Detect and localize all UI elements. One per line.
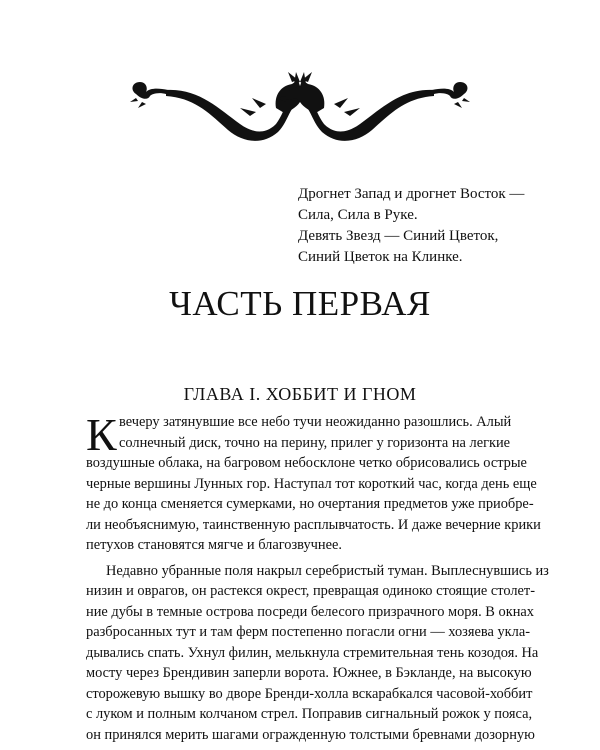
text-line: сторожевую вышку во дворе Бренди-холла вскарабкался часовой-хоббит [86,685,533,702]
text-line: Недавно убранные поля накрыл серебристый туман. Выплеснувшись из [106,562,549,579]
text-line: воздушные облака, на багровом небосклоне четко обрисовались острые [86,455,527,471]
dragon-ornament-icon [128,68,472,148]
epigraph-line: Девять Звезд — Синий Цветок, [298,228,499,244]
text-line: ли необъяснимую, таинственную расплывчатость. И даже вечерние крики [86,516,541,533]
part-title: ЧАСТЬ ПЕРВАЯ [169,284,431,323]
paragraph-2 [86,561,549,746]
text-line: он принялся мерить шагами огражденную толстыми бревнами дозорную [86,726,535,743]
text-line: вечеру затянувшие все небо тучи неожиданно разошлись. Алый [119,414,512,430]
text-line: петухов становятся мягче и благозвучнее. [86,537,342,553]
paragraph-1 [86,409,541,556]
text-line: ние дубы в темные острова посреди белесого призрачного моря. В окнах [86,603,534,620]
text-line: разбросанных тут и там ферм постепенно погасли огни — хозяева укла- [86,624,530,640]
text-line: черные вершины Лунных гор. Наступал тот короткий час, когда день еще [86,475,537,492]
drop-cap: К [86,409,117,460]
epigraph-line: Сила, Сила в Руке. [298,207,418,223]
text-line: с луком и полным колчаном стрел. Поправив сигнальный рожок у пояса, [86,706,533,722]
epigraph-line: Дрогнет Запад и дрогнет Восток — [298,186,525,202]
text-line: мосту через Брендивин заперли ворота. Южнее, в Бэкланде, на высокую [86,665,532,681]
epigraph [298,184,588,268]
text-line: низин и оврагов, он растекся окрест, превращая одиноко стоящие столет- [86,583,536,599]
chapter-body [86,409,549,745]
text-line: дывались спать. Ухнул филин, мелькнула стремительная тень козодоя. На [86,644,539,661]
chapter-title: ГЛАВА I. ХОББИТ И ГНОМ [183,384,417,404]
epigraph-line: Синий Цветок на Клинке. [298,249,463,265]
text-line: солнечный диск, точно на перину, прилег у горизонта на легкие [119,434,511,451]
text-line: не до конца сменяется сумерками, но очертания предметов уже приобре- [86,496,534,512]
dragon-right-icon [276,72,470,141]
